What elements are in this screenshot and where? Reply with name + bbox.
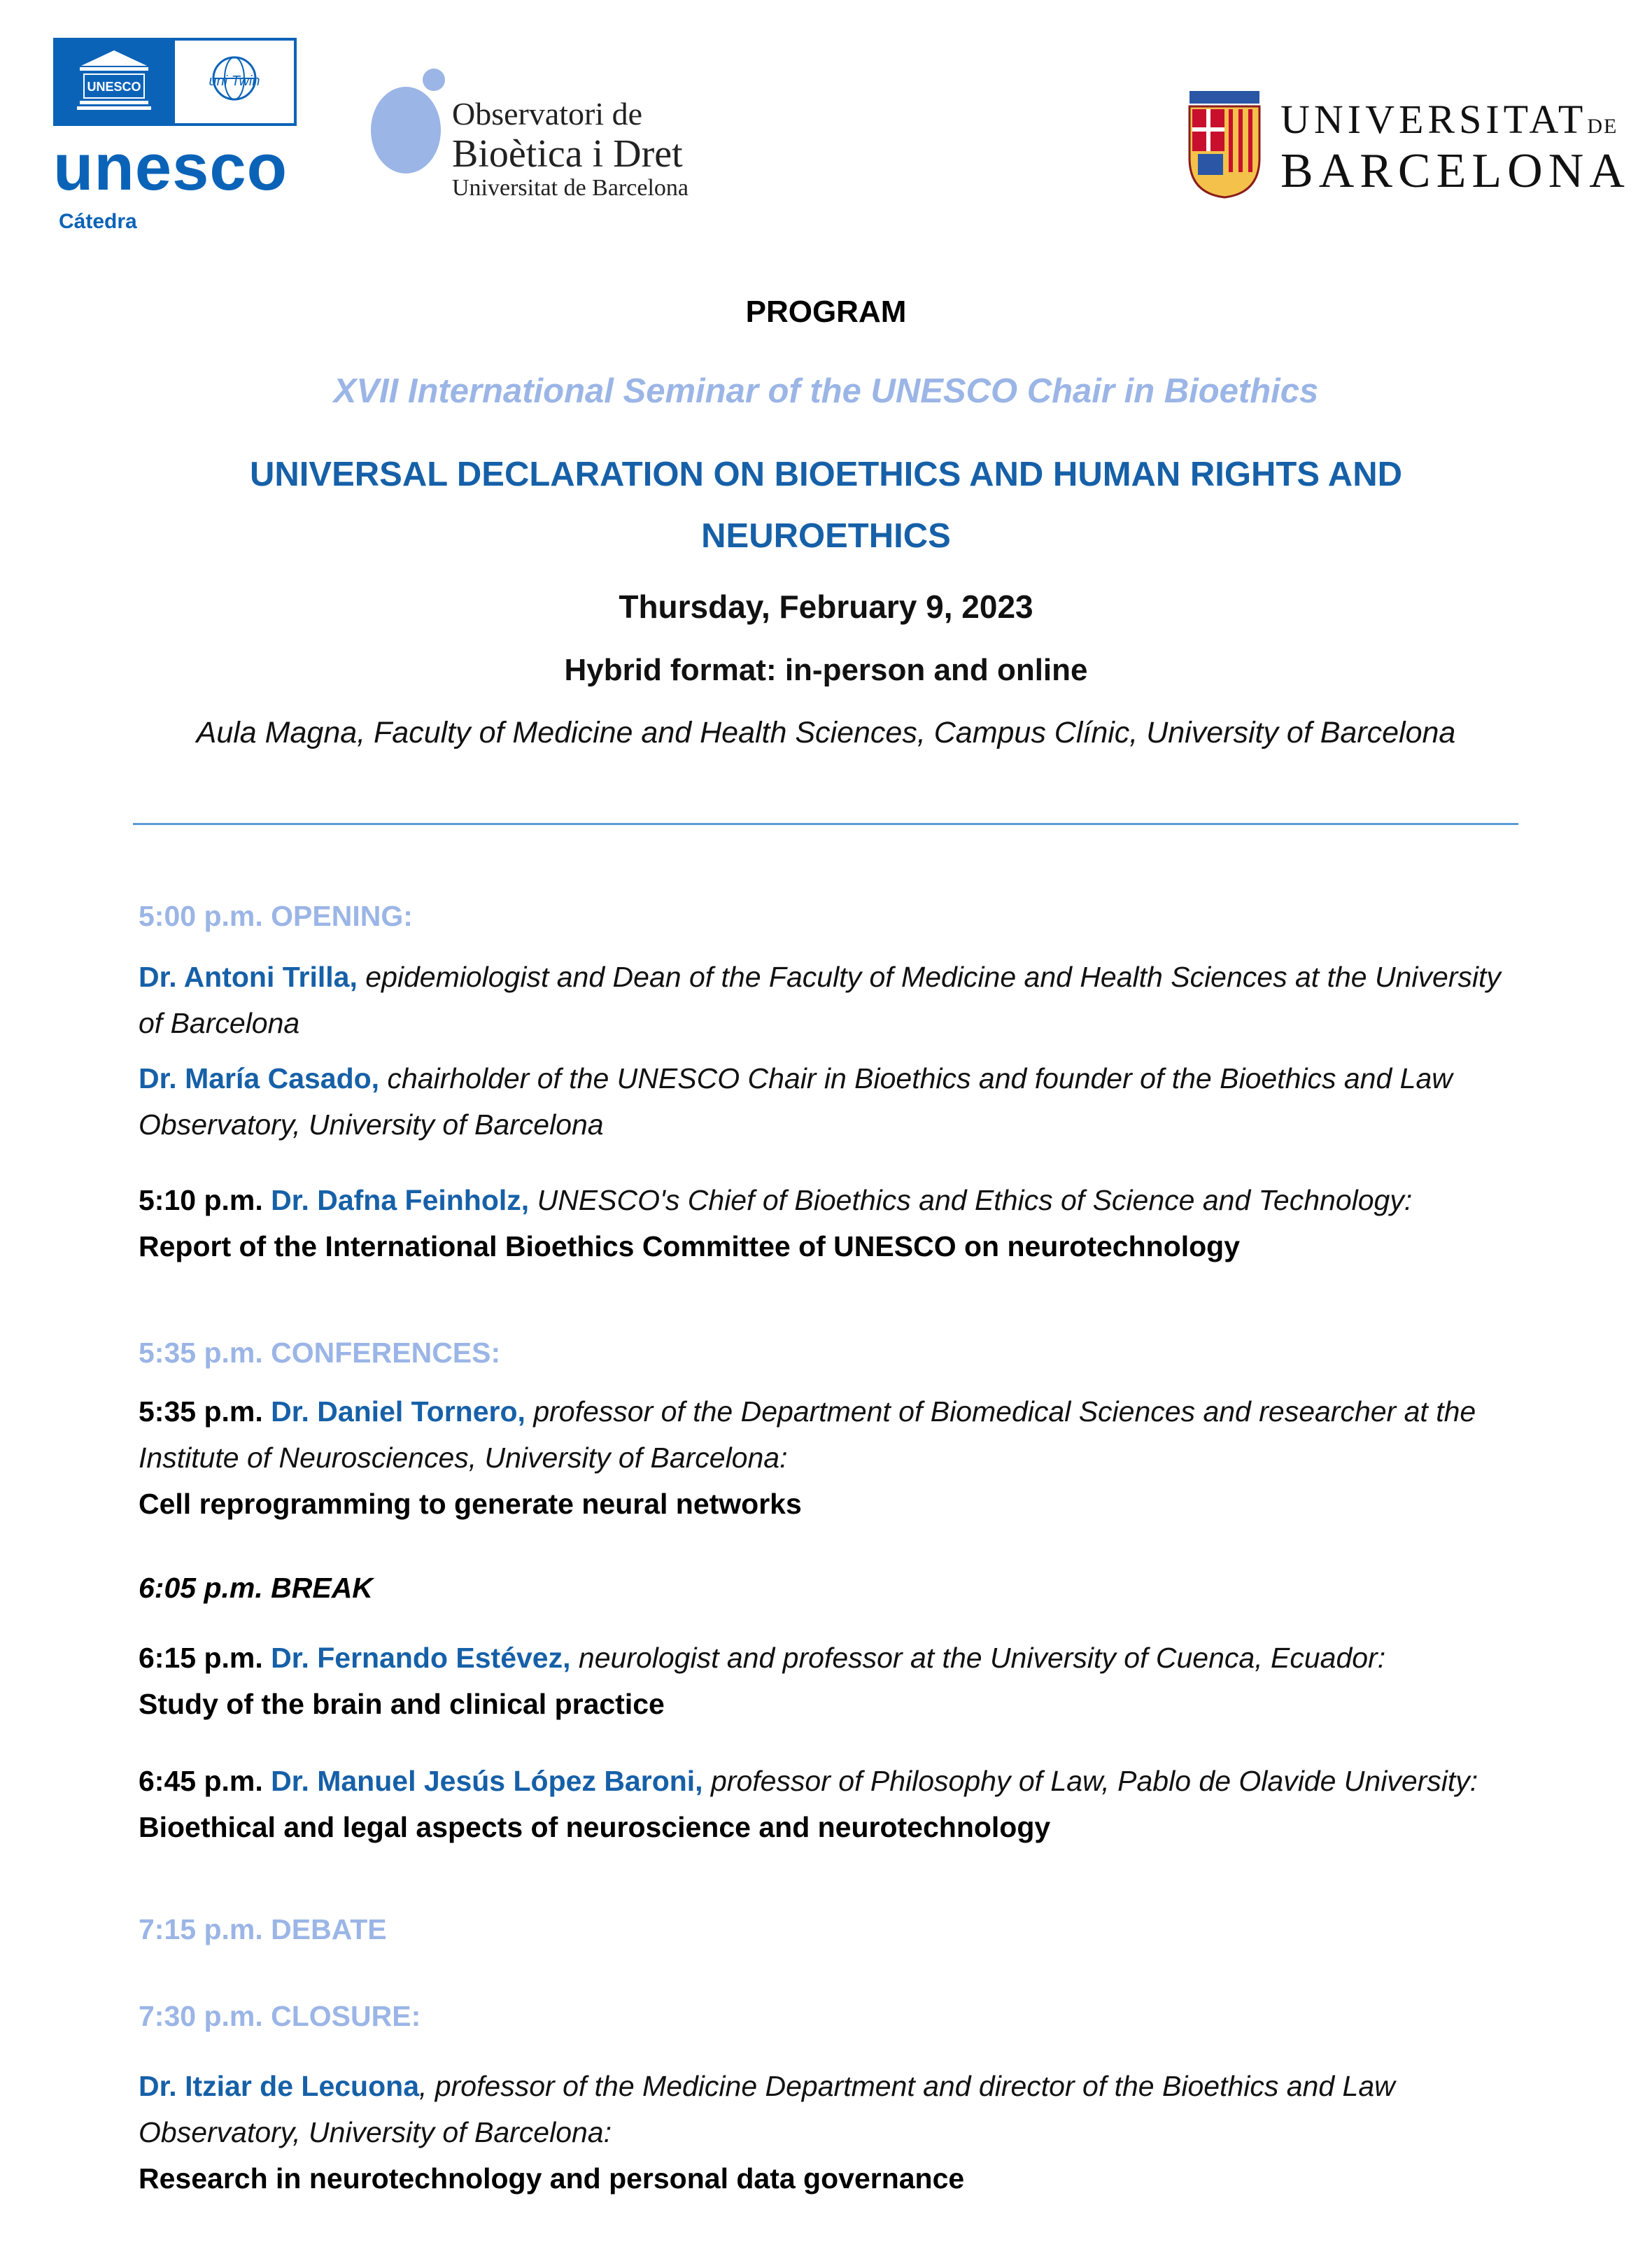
closure-heading: 7:30 p.m. CLOSURE:: [139, 2000, 421, 2032]
unesco-wordmark: unesco: [53, 130, 288, 204]
opening-speaker-2: [139, 1055, 1524, 1148]
observatori-bubble-icon: [364, 67, 455, 186]
opening-speaker-1: [139, 954, 1524, 1046]
unesco-chair-logo: [53, 38, 305, 233]
universitat-barcelona-logo: [1182, 88, 1630, 207]
opening-talk: [139, 1177, 1524, 1269]
event-venue: Aula Magna, Faculty of Medicine and Health Sciences, Campus Clínic, University of Barcelona: [196, 716, 1456, 749]
speaker-name: Dr. Manuel Jesús López Baroni,: [271, 1765, 703, 1797]
ub-line2: BARCELONA: [1280, 144, 1630, 198]
speaker-name: Dr. Fernando Estévez,: [271, 1642, 571, 1674]
event-title-line2: NEUROETHICS: [701, 517, 951, 555]
event-title: [0, 444, 1652, 567]
speaker-name: Dr. Dafna Feinholz,: [271, 1184, 530, 1216]
talk-title: Bioethical and legal aspects of neuroscience and neurotechnology: [139, 1811, 1051, 1843]
talk-time: 5:35 p.m.: [139, 1395, 263, 1428]
event-format: Hybrid format: in-person and online: [564, 653, 1088, 687]
ub-line1: UNIVERSITAT: [1280, 97, 1588, 142]
speaker-desc: UNESCO's Chief of Bioethics and Ethics of Science and Technology:: [537, 1184, 1413, 1216]
obd-line2: Bioètica i Dret: [452, 132, 683, 176]
talk-time: 6:15 p.m.: [139, 1642, 263, 1674]
talk-title: Cell reprogramming to generate neural networks: [139, 1488, 802, 1520]
speaker-desc: chairholder of the UNESCO Chair in Bioethics and founder of the Bioethics and Law Observatory, University of Barcelona: [139, 1062, 1453, 1141]
speaker-name: Dr. Daniel Tornero,: [271, 1395, 525, 1428]
talk-time: 6:45 p.m.: [139, 1765, 263, 1797]
opening-heading: 5:00 p.m. OPENING:: [139, 900, 413, 932]
speaker-desc: , professor of the Medicine Department and director of the Bioethics and Law Observatory, University of Barcelona:: [139, 2070, 1395, 2148]
obd-line1: Observatori de: [452, 96, 643, 132]
observatori-bioetica-dret-logo: [364, 67, 714, 200]
ub-de: DE: [1587, 115, 1618, 138]
conference-talk-2: [139, 1635, 1524, 1727]
program-label: PROGRAM: [745, 295, 907, 329]
ub-coat-of-arms-icon: [1182, 88, 1266, 200]
speaker-desc: epidemiologist and Dean of the Faculty of Medicine and Health Sciences at the University of Barcelona: [139, 961, 1501, 1039]
event-title-line1: UNIVERSAL DECLARATION ON BIOETHICS AND HUMAN RIGHTS AND: [250, 456, 1402, 493]
unitwin-text: uni Twin: [209, 73, 260, 89]
speaker-name: Dr. María Casado,: [139, 1062, 380, 1094]
unitwin-icon: [175, 41, 294, 123]
speaker-desc: neurologist and professor at the University of Cuenca, Ecuador:: [578, 1642, 1386, 1674]
divider: [133, 823, 1518, 825]
catedra-label: Cátedra: [59, 210, 137, 233]
seminar-title: XVII International Seminar of the UNESCO Chair in Bioethics: [333, 372, 1319, 410]
event-date: Thursday, February 9, 2023: [619, 589, 1033, 625]
conference-talk-1: [139, 1388, 1524, 1527]
closure-talk: [139, 2063, 1524, 2202]
conference-talk-3: [139, 1758, 1524, 1850]
obd-line3: Universitat de Barcelona: [452, 175, 689, 201]
unesco-emblem-box: [53, 38, 297, 126]
break-item: 6:05 p.m. BREAK: [139, 1572, 373, 1604]
talk-time: 5:10 p.m.: [139, 1184, 263, 1216]
unesco-temple-icon: [56, 41, 175, 123]
conferences-heading: 5:35 p.m. CONFERENCES:: [139, 1337, 501, 1369]
unesco-emblem-text: UNESCO: [87, 80, 141, 94]
talk-title: Research in neurotechnology and personal data governance: [139, 2162, 965, 2195]
debate-heading: 7:15 p.m. DEBATE: [139, 1913, 387, 1945]
speaker-desc: professor of the Department of Biomedical Sciences and researcher at the Institute of Neurosciences, University of Barcelona:: [139, 1395, 1476, 1474]
speaker-desc: professor of Philosophy of Law, Pablo de Olavide University:: [710, 1765, 1478, 1797]
speaker-name: Dr. Antoni Trilla,: [139, 961, 358, 993]
talk-title: Report of the International Bioethics Committee of UNESCO on neurotechnology: [139, 1230, 1241, 1262]
talk-title: Study of the brain and clinical practice: [139, 1688, 665, 1720]
speaker-name: Dr. Itziar de Lecuona: [139, 2070, 419, 2102]
